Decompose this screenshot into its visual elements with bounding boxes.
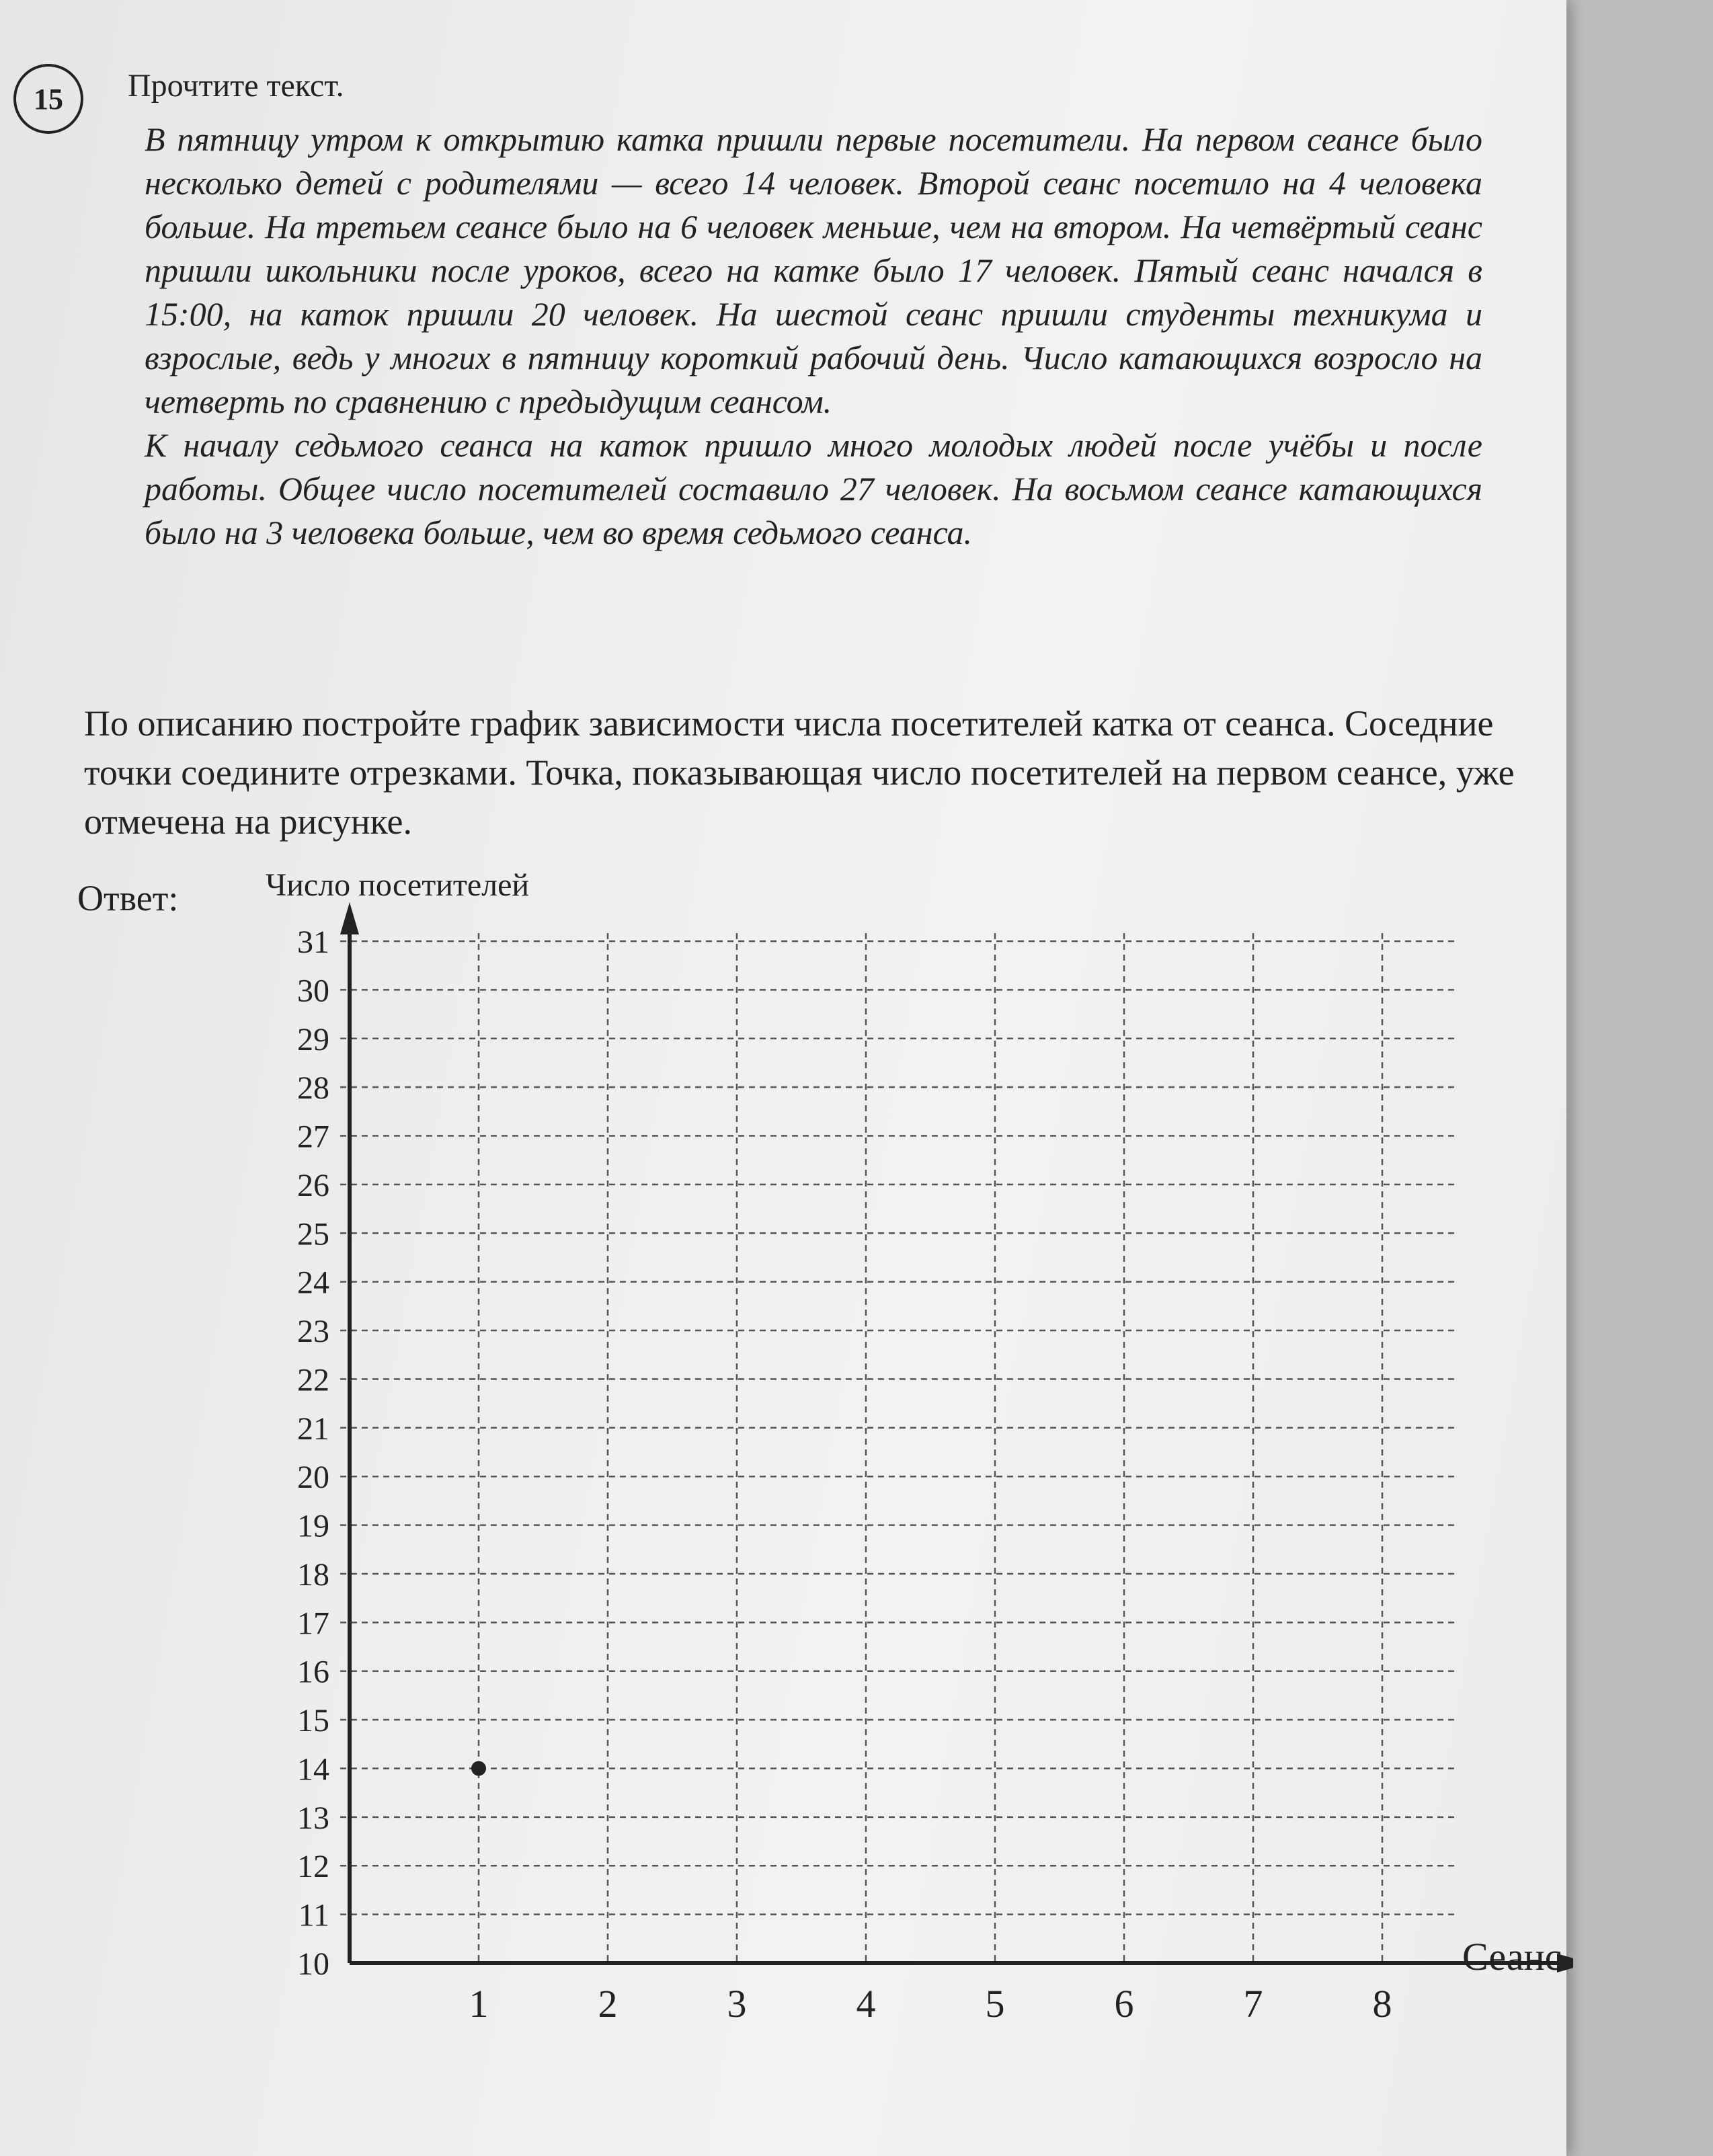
- y-tick-label: 15: [297, 1703, 329, 1739]
- y-tick-label: 28: [297, 1070, 329, 1107]
- y-tick-label: 25: [297, 1216, 329, 1252]
- y-axis-title: Число посетителей: [266, 867, 530, 903]
- y-tick-label: 22: [297, 1362, 329, 1398]
- y-tick-label: 21: [297, 1410, 329, 1447]
- y-tick-label: 23: [297, 1314, 329, 1350]
- x-tick-label: 5: [985, 1982, 1005, 2026]
- y-tick-label: 24: [297, 1265, 329, 1301]
- y-tick-label: 20: [297, 1460, 329, 1496]
- story-paragraph-2: К началу седьмого сеанса на каток пришло много молодых людей после учёбы и после работы. Общее число посетителей составило 27 человек. На восьмом сеансе катающихся было на 3 человека больше, чем во время седьмого сеанса.: [145, 426, 1482, 551]
- y-tick-label: 27: [297, 1119, 329, 1155]
- answer-label: Ответ:: [77, 878, 179, 918]
- y-tick-label: 16: [297, 1654, 329, 1690]
- x-tick-label: 3: [727, 1982, 747, 2026]
- y-tick-label: 12: [297, 1849, 329, 1885]
- x-tick-label: 4: [856, 1982, 876, 2026]
- y-tick-label: 26: [297, 1167, 329, 1203]
- y-tick-label: 31: [297, 924, 329, 960]
- task-heading: Прочтите текст.: [128, 68, 344, 104]
- x-tick-label: 8: [1372, 1982, 1392, 2026]
- task-number-badge: [13, 64, 83, 134]
- story-text: [145, 118, 1482, 555]
- task-instruction: По описанию постройте график зависимости числа посетителей катка от сеанса. Соседние точки соедините отрезками. Точка, показывающая число посетителей на первом сеансе, уже отмечена на рисунке.: [84, 703, 1515, 842]
- y-tick-label: 17: [297, 1605, 329, 1642]
- answer-chart[interactable]: [255, 867, 1573, 2037]
- y-tick-label: 19: [297, 1508, 329, 1544]
- y-tick-label: 18: [297, 1556, 329, 1593]
- y-tick-label: 14: [297, 1751, 329, 1788]
- y-tick-label: 29: [297, 1021, 329, 1057]
- x-tick-label: 6: [1114, 1982, 1134, 2026]
- y-tick-label: 30: [297, 973, 329, 1009]
- data-point: [471, 1761, 486, 1775]
- y-tick-label: 10: [297, 1946, 329, 1982]
- y-axis-arrow: [340, 902, 359, 934]
- y-tick-label: 13: [297, 1800, 329, 1836]
- y-tick-label: 11: [298, 1897, 329, 1933]
- x-tick-label: 7: [1243, 1982, 1263, 2026]
- x-tick-label: 1: [469, 1982, 489, 2026]
- story-paragraph-1: В пятницу утром к открытию катка пришли первые посетители. На первом сеансе было несколько детей с родителями — всего 14 человек. Второй сеанс посетило на 4 человека больше. На третьем сеансе было на 6 человек меньше, чем на втором. На четвёртый сеанс пришли школьники после уроков, всего на катке было 17 человек. Пятый сеанс начался в 15:00, на каток пришли 20 человек. На шестой сеанс пришли студенты техникума и взрослые, ведь у многих в пятницу короткий рабочий день. Число катающихся возросло на четверть по сравнению с предыдущим сеансом.: [145, 120, 1482, 420]
- x-axis-title: Сеанс: [1462, 1935, 1562, 1979]
- x-tick-label: 2: [598, 1982, 618, 2026]
- task-number: 15: [34, 82, 63, 116]
